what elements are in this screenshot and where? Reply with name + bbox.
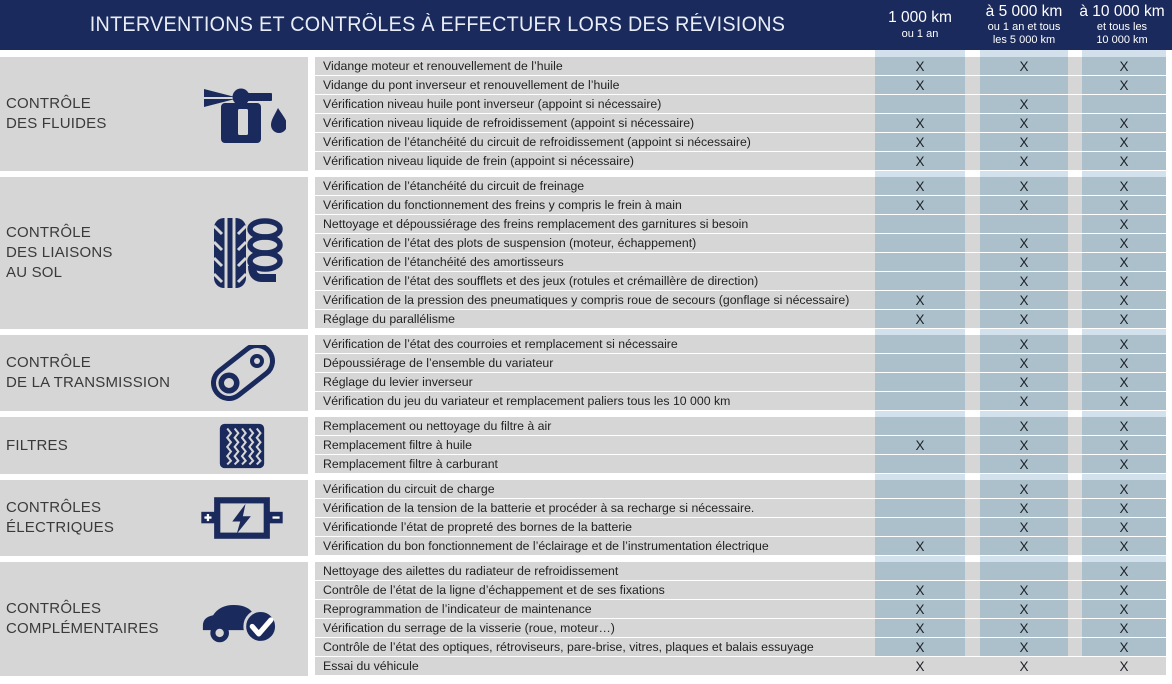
column-gap (1068, 619, 1082, 637)
maintenance-groups (0, 57, 1172, 682)
column-gap (965, 619, 980, 637)
mark-cell-col1: X (875, 619, 965, 637)
interval-sublabel: 10 000 km (1096, 34, 1148, 47)
column-gap (965, 657, 980, 675)
table-header-bar (0, 0, 1172, 50)
category-label (0, 498, 176, 538)
mark-cell-col2: X (980, 638, 1068, 656)
column-gap (965, 392, 980, 410)
mark-cell-col1 (875, 518, 965, 536)
category-label (0, 353, 176, 393)
column-gap (965, 600, 980, 618)
task-label: Vérification de l’étanchéité du circuit de refroidissement (appoint si nécessaire) (315, 133, 875, 151)
mark-cell-col2: X (980, 57, 1068, 75)
column-gap (965, 417, 980, 435)
task-label: Remplacement filtre à carburant (315, 455, 875, 473)
mark-cell-col2: X (980, 310, 1068, 328)
column-gap (965, 310, 980, 328)
battery-icon (176, 495, 308, 541)
table-row (315, 234, 1166, 253)
task-label: Nettoyage des ailettes du radiateur de refroidissement (315, 562, 875, 580)
category-label-line: DE LA TRANSMISSION (6, 374, 171, 391)
mark-cell-col1: X (875, 133, 965, 151)
column-gap (1068, 581, 1082, 599)
column-gap (965, 354, 980, 372)
table-row (315, 480, 1166, 499)
category-block-filtres (0, 417, 308, 474)
mark-cell-col3: X (1082, 600, 1166, 618)
mark-cell-col2: X (980, 291, 1068, 309)
task-label: Réglage du levier inverseur (315, 373, 875, 391)
mark-cell-col2: X (980, 272, 1068, 290)
column-gap (1068, 253, 1082, 271)
column-gap (1068, 455, 1082, 473)
table-row (315, 114, 1166, 133)
mark-cell-col2: X (980, 354, 1068, 372)
mark-cell-col1: X (875, 196, 965, 214)
category-label-line: CONTRÔLES (6, 600, 102, 617)
column-gap (1068, 436, 1082, 454)
mark-cell-col3: X (1082, 455, 1166, 473)
mark-cell-col1 (875, 272, 965, 290)
mark-cell-col1: X (875, 537, 965, 555)
category-block-controle-des-liaisons-au-sol (0, 177, 308, 329)
task-label: Vérification de la pression des pneumatiques y compris roue de secours (gonflage si nécessaire) (315, 291, 875, 309)
mark-cell-col3: X (1082, 581, 1166, 599)
group-controle-des-liaisons-au-sol (0, 177, 1172, 329)
mark-cell-col3: X (1082, 436, 1166, 454)
task-label: Nettoyage et dépoussiérage des freins remplacement des garnitures si besoin (315, 215, 875, 233)
task-label: Réglage du parallélisme (315, 310, 875, 328)
mark-cell-col3: X (1082, 518, 1166, 536)
column-gap (1068, 499, 1082, 517)
column-gap (1068, 600, 1082, 618)
task-label: Reprogrammation de l’indicateur de maintenance (315, 600, 875, 618)
mark-cell-col1: X (875, 310, 965, 328)
column-gap (965, 562, 980, 580)
mark-cell-col3: X (1082, 562, 1166, 580)
column-gap (1068, 310, 1082, 328)
interval-label: à 10 000 km (1079, 2, 1165, 20)
column-gap (965, 455, 980, 473)
group-rows (315, 335, 1166, 411)
task-label: Vérification du jeu du variateur et remplacement paliers tous les 10 000 km (315, 392, 875, 410)
table-row (315, 177, 1166, 196)
table-row (315, 335, 1166, 354)
mark-cell-col2: X (980, 177, 1068, 195)
column-gap (965, 272, 980, 290)
column-gap (965, 133, 980, 151)
category-block-controle-de-la-transmission (0, 335, 308, 411)
group-controle-de-la-transmission (0, 335, 1172, 411)
interval-sublabel: ou 1 an (901, 27, 939, 40)
mark-cell-col2: X (980, 499, 1068, 517)
table-row (315, 133, 1166, 152)
mark-cell-col2: X (980, 114, 1068, 132)
group-filtres (0, 417, 1172, 474)
category-label-line: CONTRÔLE (6, 95, 91, 112)
mark-cell-col1 (875, 417, 965, 435)
mark-cell-col2: X (980, 95, 1068, 113)
task-label: Vérification du bon fonctionnement de l’éclairage et de l’instrumentation électrique (315, 537, 875, 555)
mark-cell-col1: X (875, 581, 965, 599)
mark-cell-col3: X (1082, 392, 1166, 410)
mark-cell-col2: X (980, 537, 1068, 555)
mark-cell-col3 (1082, 95, 1166, 113)
mark-cell-col1 (875, 234, 965, 252)
mark-cell-col2: X (980, 657, 1068, 675)
column-gap (1068, 114, 1082, 132)
mark-cell-col3: X (1082, 177, 1166, 195)
column-gap (965, 537, 980, 555)
column-gap (965, 215, 980, 233)
category-label-line: DES FLUIDES (6, 115, 107, 132)
task-label: Vérification niveau huile pont inverseur (appoint si nécessaire) (315, 95, 875, 113)
column-gap (965, 57, 980, 75)
mark-cell-col1: X (875, 114, 965, 132)
mark-cell-col1 (875, 562, 965, 580)
task-label: Vérification niveau liquide de frein (appoint si nécessaire) (315, 152, 875, 170)
mark-cell-col2 (980, 562, 1068, 580)
mark-cell-col3: X (1082, 310, 1166, 328)
mark-cell-col3: X (1082, 291, 1166, 309)
mark-cell-col3: X (1082, 417, 1166, 435)
table-row (315, 272, 1166, 291)
mark-cell-col2: X (980, 253, 1068, 271)
column-gap (1068, 335, 1082, 353)
column-gap (1068, 196, 1082, 214)
mark-cell-col2: X (980, 335, 1068, 353)
column-gap (1068, 95, 1082, 113)
column-gap (965, 335, 980, 353)
category-label (0, 599, 176, 639)
mark-cell-col2: X (980, 196, 1068, 214)
table-row (315, 57, 1166, 76)
mark-cell-col2: X (980, 417, 1068, 435)
group-controles-complementaires (0, 562, 1172, 676)
mark-cell-col1: X (875, 152, 965, 170)
interval-column-header-10000km (1062, 0, 1172, 50)
group-rows (315, 57, 1166, 171)
task-label: Vérification du fonctionnement des freins y compris le frein à main (315, 196, 875, 214)
mark-cell-col3: X (1082, 133, 1166, 151)
task-label: Remplacement ou nettoyage du filtre à air (315, 417, 875, 435)
group-rows (315, 417, 1166, 474)
table-row (315, 518, 1166, 537)
column-gap (1068, 215, 1082, 233)
category-label-line: CONTRÔLE (6, 354, 91, 371)
interval-label: 1 000 km (888, 9, 952, 27)
interval-sublabel: ou 1 an et tous (987, 21, 1061, 34)
group-rows (315, 562, 1166, 676)
mark-cell-col1 (875, 354, 965, 372)
task-label: Vérification du serrage de la visserie (roue, moteur…) (315, 619, 875, 637)
column-gap (965, 291, 980, 309)
air-filter-icon (176, 422, 308, 470)
mark-cell-col1: X (875, 600, 965, 618)
category-label-line: CONTRÔLES (6, 499, 102, 516)
mark-cell-col3: X (1082, 373, 1166, 391)
mark-cell-col2: X (980, 518, 1068, 536)
mark-cell-col2: X (980, 392, 1068, 410)
column-gap (965, 638, 980, 656)
mark-cell-col3: X (1082, 657, 1166, 675)
mark-cell-col1: X (875, 291, 965, 309)
table-row (315, 455, 1166, 474)
oil-can-icon (176, 84, 308, 144)
column-gap (1068, 234, 1082, 252)
column-gap (965, 480, 980, 498)
category-label-line: FILTRES (6, 436, 68, 454)
table-row (315, 253, 1166, 272)
group-rows (315, 480, 1166, 556)
column-gap (1068, 518, 1082, 536)
mark-cell-col1: X (875, 638, 965, 656)
mark-cell-col2 (980, 215, 1068, 233)
mark-cell-col1 (875, 253, 965, 271)
table-row (315, 657, 1166, 676)
column-gap (965, 114, 980, 132)
task-label: Dépoussiérage de l’ensemble du variateur (315, 354, 875, 372)
table-row (315, 152, 1166, 171)
table-row (315, 600, 1166, 619)
task-label: Remplacement filtre à huile (315, 436, 875, 454)
mark-cell-col2: X (980, 600, 1068, 618)
column-gap (965, 581, 980, 599)
page-title: INTERVENTIONS ET CONTRÔLES À EFFECTUER LORS DES RÉVISIONS (89, 13, 786, 36)
mark-cell-col1 (875, 499, 965, 517)
category-label (0, 223, 176, 283)
mark-cell-col3: X (1082, 272, 1166, 290)
mark-cell-col3: X (1082, 114, 1166, 132)
mark-cell-col1 (875, 392, 965, 410)
table-row (315, 215, 1166, 234)
column-gap (1068, 133, 1082, 151)
mark-cell-col1: X (875, 657, 965, 675)
mark-cell-col3: X (1082, 76, 1166, 94)
mark-cell-col3: X (1082, 57, 1166, 75)
mark-cell-col2: X (980, 152, 1068, 170)
column-gap (1068, 152, 1082, 170)
table-row (315, 638, 1166, 657)
task-label: Vérification de l’étanchéité des amortisseurs (315, 253, 875, 271)
mark-cell-col1 (875, 373, 965, 391)
category-label-line: ÉLECTRIQUES (6, 519, 115, 536)
mark-cell-col2: X (980, 581, 1068, 599)
interval-label: à 5 000 km (985, 2, 1063, 20)
column-gap (965, 499, 980, 517)
mark-cell-col1 (875, 95, 965, 113)
mark-cell-col2: X (980, 619, 1068, 637)
table-row (315, 392, 1166, 411)
column-gap (1068, 177, 1082, 195)
table-row (315, 310, 1166, 329)
car-check-icon (176, 592, 308, 646)
table-row (315, 291, 1166, 310)
mark-cell-col1: X (875, 436, 965, 454)
task-label: Essai du véhicule (315, 657, 875, 675)
column-gap (965, 152, 980, 170)
task-label: Vidange moteur et renouvellement de l’huile (315, 57, 875, 75)
category-label-line: COMPLÉMENTAIRES (6, 620, 159, 637)
mark-cell-col3: X (1082, 215, 1166, 233)
mark-cell-col3: X (1082, 499, 1166, 517)
belt-pulley-icon (176, 345, 308, 401)
category-label (0, 94, 176, 134)
column-gap (1068, 638, 1082, 656)
table-row (315, 95, 1166, 114)
column-gap (965, 177, 980, 195)
mark-cell-col3: X (1082, 196, 1166, 214)
interval-sublabel: et tous les (1096, 21, 1148, 34)
mark-cell-col3: X (1082, 335, 1166, 353)
table-row (315, 373, 1166, 392)
mark-cell-col3: X (1082, 354, 1166, 372)
column-gap (1068, 291, 1082, 309)
mark-cell-col1 (875, 480, 965, 498)
table-row (315, 76, 1166, 95)
table-row (315, 354, 1166, 373)
column-gap (965, 196, 980, 214)
column-gap (965, 373, 980, 391)
group-controles-electriques (0, 480, 1172, 556)
column-gap (1068, 272, 1082, 290)
interval-sublabel: les 5 000 km (992, 34, 1056, 47)
group-controle-des-fluides (0, 57, 1172, 171)
category-label (0, 436, 176, 456)
task-label: Vérification du circuit de charge (315, 480, 875, 498)
mark-cell-col1: X (875, 177, 965, 195)
column-gap (1068, 57, 1082, 75)
mark-cell-col2: X (980, 373, 1068, 391)
task-label: Vérification de l’état des plots de suspension (moteur, échappement) (315, 234, 875, 252)
task-label: Vérificationde l’état de propreté des bornes de la batterie (315, 518, 875, 536)
table-row (315, 562, 1166, 581)
table-row (315, 581, 1166, 600)
table-row (315, 537, 1166, 556)
task-label: Vérification de l’étanchéité du circuit de freinage (315, 177, 875, 195)
group-rows (315, 177, 1166, 329)
tire-spring-icon (176, 216, 308, 290)
mark-cell-col3: X (1082, 619, 1166, 637)
category-block-controle-des-fluides (0, 57, 308, 171)
category-label-line: DES LIAISONS (6, 244, 113, 261)
column-gap (1068, 392, 1082, 410)
column-gap (965, 95, 980, 113)
column-gap (965, 76, 980, 94)
mark-cell-col1 (875, 215, 965, 233)
mark-cell-col2: X (980, 455, 1068, 473)
table-row (315, 619, 1166, 638)
mark-cell-col1 (875, 335, 965, 353)
mark-cell-col2: X (980, 480, 1068, 498)
mark-cell-col3: X (1082, 152, 1166, 170)
category-label-line: CONTRÔLE (6, 224, 91, 241)
mark-cell-col1: X (875, 76, 965, 94)
task-label: Vérification niveau liquide de refroidissement (appoint si nécessaire) (315, 114, 875, 132)
column-gap (1068, 562, 1082, 580)
mark-cell-col3: X (1082, 480, 1166, 498)
column-gap (1068, 76, 1082, 94)
task-label: Contrôle de l’état de la ligne d’échappement et de ses fixations (315, 581, 875, 599)
table-row (315, 196, 1166, 215)
column-gap (1068, 537, 1082, 555)
mark-cell-col1 (875, 455, 965, 473)
table-row (315, 417, 1166, 436)
column-gap (1068, 417, 1082, 435)
category-block-controles-electriques (0, 480, 308, 556)
column-gap (965, 518, 980, 536)
category-label-line: AU SOL (6, 264, 63, 281)
table-row (315, 436, 1166, 455)
mark-cell-col3: X (1082, 234, 1166, 252)
column-gap (1068, 657, 1082, 675)
mark-cell-col2: X (980, 133, 1068, 151)
task-label: Contrôle de l’état des optiques, rétroviseurs, pare-brise, vitres, plaques et balais essuyage (315, 638, 875, 656)
column-gap (1068, 480, 1082, 498)
column-gap (965, 234, 980, 252)
column-gap (1068, 373, 1082, 391)
task-label: Vérification de l’état des soufflets et des jeux (rotules et crémaillère de direction) (315, 272, 875, 290)
mark-cell-col3: X (1082, 537, 1166, 555)
mark-cell-col2 (980, 76, 1068, 94)
mark-cell-col3: X (1082, 253, 1166, 271)
column-gap (965, 253, 980, 271)
mark-cell-col1: X (875, 57, 965, 75)
column-gap (965, 436, 980, 454)
task-label: Vérification de l’état des courroies et remplacement si nécessaire (315, 335, 875, 353)
mark-cell-col3: X (1082, 638, 1166, 656)
column-gap (1068, 354, 1082, 372)
mark-cell-col2: X (980, 436, 1068, 454)
table-row (315, 499, 1166, 518)
category-block-controles-complementaires (0, 562, 308, 676)
mark-cell-col2: X (980, 234, 1068, 252)
task-label: Vidange du pont inverseur et renouvellement de l’huile (315, 76, 875, 94)
task-label: Vérification de la tension de la batterie et procéder à sa recharge si nécessaire. (315, 499, 875, 517)
